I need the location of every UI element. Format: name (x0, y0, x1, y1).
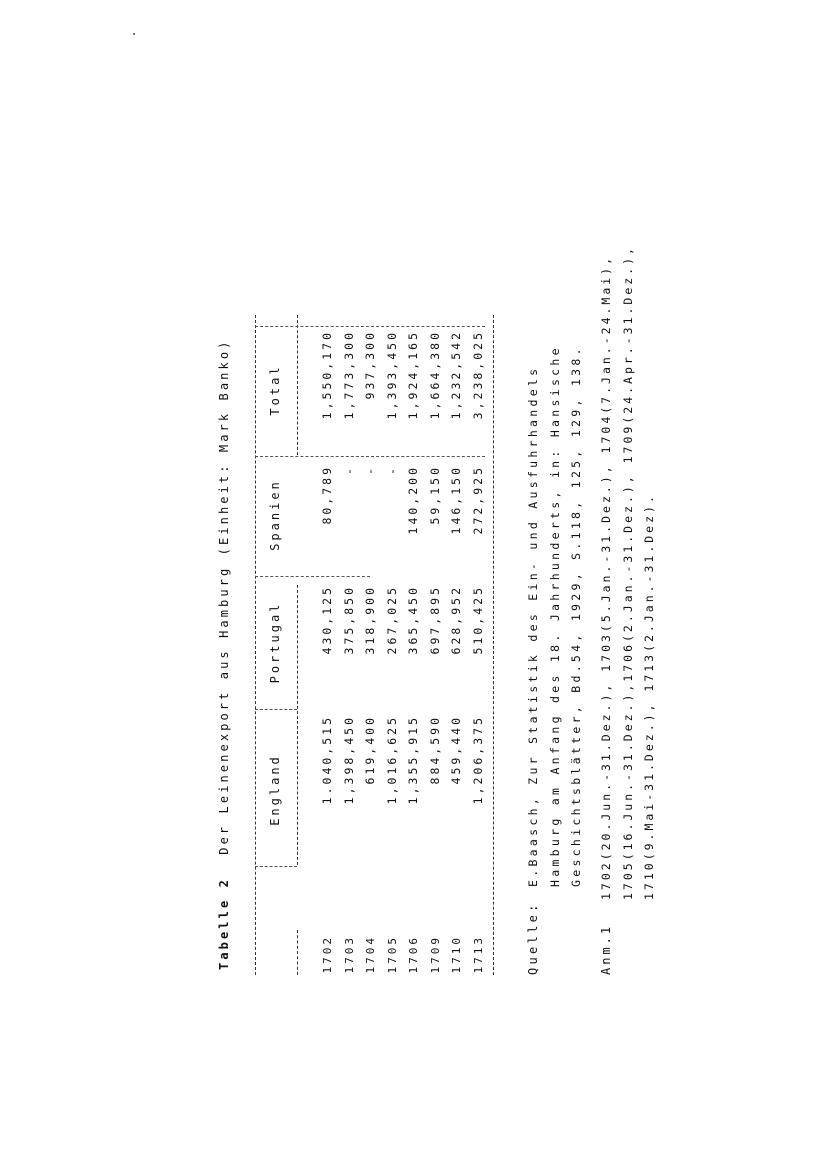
rotated-sheet (213, 215, 663, 975)
note-text: 1710(9.Mai-31.Dez.), 1713(2.Jan.-31.Dez). (642, 493, 656, 900)
year-cell: 1710 (450, 935, 463, 974)
scan-speck (133, 33, 135, 35)
source-line (523, 215, 545, 975)
header-total: Total (268, 364, 282, 416)
header-rule-left (297, 930, 298, 975)
note-line (618, 215, 640, 975)
note-block (596, 215, 661, 975)
england-cell: 1,398,450 (341, 715, 356, 805)
note-line (596, 215, 618, 975)
year-cell: 1713 (471, 935, 485, 974)
total-cell: 1,664,380 (427, 330, 442, 420)
source-text: E.Baasch, Zur Statistik des Ein- und Ausfuhrhandels (526, 365, 540, 887)
england-cell: 1,206,375 (470, 715, 485, 805)
note-line (639, 215, 661, 975)
source-text: Hamburg am Anfang des 18. Jahrhunderts, in: Hansische (547, 345, 562, 887)
total-cell: 3,238,025 (470, 330, 485, 420)
spanien-cell: - (384, 465, 399, 475)
england-cell: 1.040,515 (320, 715, 334, 805)
spanien-cell: 140,200 (406, 465, 420, 535)
england-cell: 459,440 (449, 715, 463, 785)
note-text: 1702(20.Jun.-31.Dez.), 1703(5.Jan.-31.Dez.), 1704(7.Jan.-24.Mai), (599, 254, 613, 900)
source-line (545, 215, 567, 975)
portugal-cell: 510,425 (470, 585, 485, 655)
portugal-cell: 697,895 (427, 585, 442, 655)
portugal-cell: 430,125 (320, 585, 334, 655)
note-key: Anm.1 (599, 923, 613, 975)
header-rule-mid (297, 585, 298, 865)
total-cell: 1,924,165 (406, 330, 420, 420)
spanien-cell: 272,925 (470, 465, 485, 535)
portugal-cell: 375,850 (341, 585, 356, 655)
table-bottom-rule (493, 315, 494, 975)
portugal-column (317, 585, 489, 710)
england-cell: 619,400 (363, 715, 377, 785)
year-column (317, 875, 489, 975)
vrule-1 (255, 866, 297, 867)
table-top-rule (255, 315, 256, 975)
portugal-cell: 318,900 (363, 585, 377, 655)
year-cell: 1702 (321, 935, 334, 974)
england-cell: 1,355,915 (406, 715, 420, 805)
portugal-cell: 365,450 (406, 585, 420, 655)
header-portugal: Portugal (268, 601, 282, 684)
spanien-cell: 80,789 (320, 465, 334, 525)
portugal-cell: 267,025 (384, 585, 399, 655)
table-caption: Der Leinenexport aus Hamburg (Einheit: Mark Banko) (217, 338, 231, 855)
header-rule-right (297, 315, 298, 455)
total-column (317, 330, 489, 455)
year-cell: 1704 (364, 935, 377, 974)
total-cell: 1,232,542 (449, 330, 463, 420)
england-cell: 884,590 (427, 715, 442, 785)
source-line (566, 215, 588, 975)
source-key: Quelle: (526, 901, 540, 975)
portugal-cell: 628,952 (449, 585, 463, 655)
table-label: Tabelle 2 (217, 877, 231, 970)
england-column (317, 715, 489, 875)
year-cell: 1709 (428, 935, 442, 974)
total-cell: 1,550,170 (320, 330, 334, 420)
year-cell: 1706 (407, 935, 420, 974)
source-text: Geschichtsblätter, Bd.54, 1929, S.118, 125, 129, 138. (569, 345, 583, 887)
year-cell: 1703 (342, 935, 356, 974)
spanien-cell: 59,150 (427, 465, 442, 525)
header-spanien: Spanien (268, 479, 282, 551)
spanien-cell: - (363, 465, 377, 475)
vrule-5 (255, 326, 485, 327)
export-table (255, 315, 495, 975)
table-title (213, 339, 235, 970)
total-cell: 937,300 (363, 330, 377, 400)
spanien-cell: - (341, 465, 356, 475)
total-cell: 1,773,300 (341, 330, 356, 420)
england-cell: 1,016,625 (384, 715, 399, 805)
spanien-cell: 146,150 (449, 465, 463, 535)
source-block (523, 215, 588, 975)
header-england: England (268, 754, 282, 826)
vrule-4 (255, 456, 485, 457)
note-text: 1705(16.Jun.-31.Dez.),1706(2.Jan.-31.Dez.), 1709(24.Apr.-31.Dez.), (620, 245, 635, 900)
total-cell: 1,393,450 (384, 330, 399, 420)
year-cell: 1705 (385, 935, 399, 974)
spanien-column (317, 465, 489, 575)
